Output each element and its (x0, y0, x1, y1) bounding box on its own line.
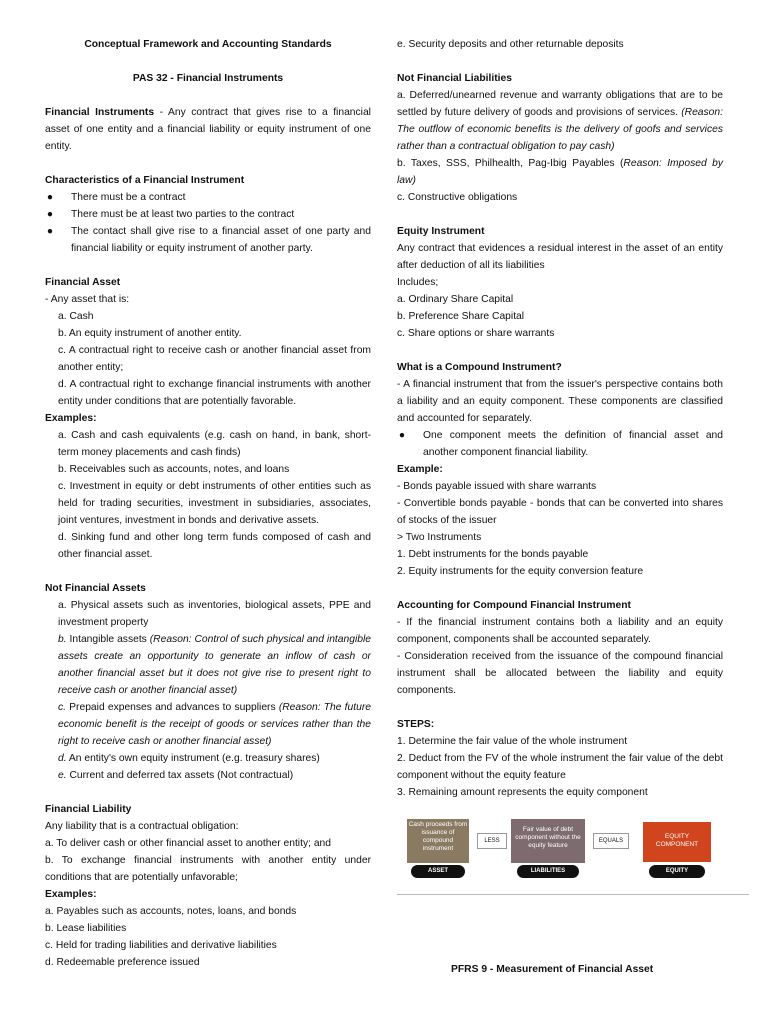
list-item: - If the financial instrument contains both a liability and an equity component, components shall be accounted separately. (397, 617, 723, 645)
equity-definition: Any contract that evidences a residual interest in the asset of an entity after deduction of all its liabilities (397, 243, 723, 271)
list-item: d. A contractual right to exchange financial instruments with another entity under conditions that are potentially favorable. (58, 379, 371, 407)
financial-instruments-definition (45, 104, 371, 155)
equity-label: EQUITY (649, 865, 705, 878)
examples-label: Examples: (45, 889, 97, 900)
list-item: a. Cash and cash equivalents (e.g. cash on hand, in bank, short-term money placements and cash finds) (58, 430, 371, 458)
list-item: b. To exchange financial instruments with another entity under conditions that are potentially unfavorable; (45, 855, 371, 883)
list-item: c. Investment in equity or debt instruments of other entities such as held for trading securities, investment in subsidiaries, associates, joint ventures, investment in bonds and derivative assets. (58, 481, 371, 526)
list-item: b. An equity instrument of another entity. (58, 328, 242, 339)
equity-component-box: EQUITY COMPONENT (643, 822, 711, 862)
section-title: PAS 32 - Financial Instruments (132, 73, 284, 84)
example-label: Example: (397, 464, 443, 475)
financial-asset-heading: Financial Asset (45, 277, 121, 288)
list-item: a. Cash (58, 311, 94, 322)
left-column (45, 36, 371, 971)
steps-heading: STEPS: (397, 719, 435, 730)
list-item: e. Security deposits and other returnable deposits (397, 39, 624, 50)
list-item: ● The contact shall give rise to a financial asset of one party and financial liability or equity instrument of another party. (46, 226, 371, 254)
characteristics-heading: Characteristics of a Financial Instrument (45, 175, 245, 186)
list-item: - Convertible bonds payable - bonds that can be converted into shares of stocks of the issuer (397, 498, 723, 526)
list-item: > Two Instruments (397, 532, 482, 543)
list-item: c. Share options or share warrants (397, 328, 555, 339)
compound-instrument-heading: What is a Compound Instrument? (397, 362, 562, 373)
list-item: d. Redeemable preference issued (45, 957, 200, 968)
compound-instrument-diagram (397, 814, 749, 895)
liabilities-label: LIABILITIES (517, 865, 579, 878)
list-item: d. An entity's own equity instrument (e.g. treasury shares) (58, 753, 320, 764)
list-item: c. Held for trading liabilities and derivative liabilities (45, 940, 277, 951)
list-item: - Consideration received from the issuance of the compound financial instrument shall be allocated between the liability and equity components. (397, 651, 723, 696)
list-item: 1. Debt instruments for the bonds payable (397, 549, 589, 560)
financial-liability-heading: Financial Liability (45, 804, 132, 815)
list-item: a. Deferred/unearned revenue and warranty obligations that are to be settled by future delivery of goods and provisions of services. (Reason: The outflow of economic benefits is the delivery of goofs and services rather than a contractual obligation to pay cash) (397, 90, 723, 152)
less-operator: LESS (477, 833, 507, 849)
fi-term: Financial Instruments (45, 107, 155, 118)
fi-def: - Any contract that gives rise to a financial asset of one entity and a financial liability or equity instrument of one entity. (45, 107, 371, 152)
next-section-title: PFRS 9 - Measurement of Financial Asset (451, 964, 654, 975)
asset-label: ASSET (411, 865, 465, 878)
examples-label: Examples: (45, 413, 97, 424)
list-item: b. Lease liabilities (45, 923, 127, 934)
debt-fair-value-box: Fair value of debt component without the equity feature (511, 819, 585, 863)
list-item: b. Intangible assets (Reason: Control of such physical and intangible assets create an opportunity to generate an inflow of cash or another financial asset but it does not give rise to present right to receive cash or another financial asset) (58, 634, 371, 696)
not-financial-liabilities-heading: Not Financial Liabilities (397, 73, 513, 84)
document-header: Conceptual Framework and Accounting Standards (84, 39, 332, 50)
list-item: d. Sinking fund and other long term funds composed of cash and other financial asset. (58, 532, 371, 560)
list-item: ● There must be a contract (46, 192, 186, 203)
includes-label: Includes; (397, 277, 439, 288)
list-item: b. Receivables such as accounts, notes, and loans (58, 464, 290, 475)
list-item: 2. Equity instruments for the equity conversion feature (397, 566, 644, 577)
cash-proceeds-box: Cash proceeds from issuance of compound instrument (407, 819, 469, 863)
list-item: 1. Determine the fair value of the whole instrument (397, 736, 628, 747)
list-item: e. Current and deferred tax assets (Not contractual) (58, 770, 294, 781)
list-item: a. Payables such as accounts, notes, loans, and bonds (45, 906, 297, 917)
list-item: 2. Deduct from the FV of the whole instrument the fair value of the debt component without the equity feature (397, 753, 723, 781)
list-item: c. Constructive obligations (397, 192, 518, 203)
list-item: b. Preference Share Capital (397, 311, 525, 322)
list-item: c. Prepaid expenses and advances to suppliers (Reason: The future economic benefit is the receipt of goods or services rather than the right to receive cash or another financial asset) (58, 702, 371, 747)
list-item: b. Taxes, SSS, Philhealth, Pag-Ibig Payables (Reason: Imposed by law) (397, 158, 723, 186)
equity-instrument-heading: Equity Instrument (397, 226, 485, 237)
list-item: a. Ordinary Share Capital (397, 294, 514, 305)
list-item: ● One component meets the definition of financial asset and another component financial liability. (398, 430, 723, 458)
right-column (397, 36, 723, 895)
equals-operator: EQUALS (593, 833, 629, 849)
list-item: 3. Remaining amount represents the equity component (397, 787, 648, 798)
list-item: c. A contractual right to receive cash or another financial asset from another entity; (58, 345, 371, 373)
list-item: - Bonds payable issued with share warrants (397, 481, 597, 492)
compound-definition: - A financial instrument that from the issuer's perspective contains both a liability and an equity component. These components are classified and accounted for separately. (397, 379, 723, 424)
financial-liability-intro: Any liability that is a contractual obligation: (45, 821, 239, 832)
financial-asset-intro: - Any asset that is: (45, 294, 130, 305)
list-item: a. Physical assets such as inventories, biological assets, PPE and investment property (58, 600, 371, 628)
not-financial-assets-heading: Not Financial Assets (45, 583, 146, 594)
list-item: ● There must be at least two parties to the contract (46, 209, 295, 220)
accounting-heading: Accounting for Compound Financial Instrument (397, 600, 631, 611)
list-item: a. To deliver cash or other financial asset to another entity; and (45, 838, 332, 849)
